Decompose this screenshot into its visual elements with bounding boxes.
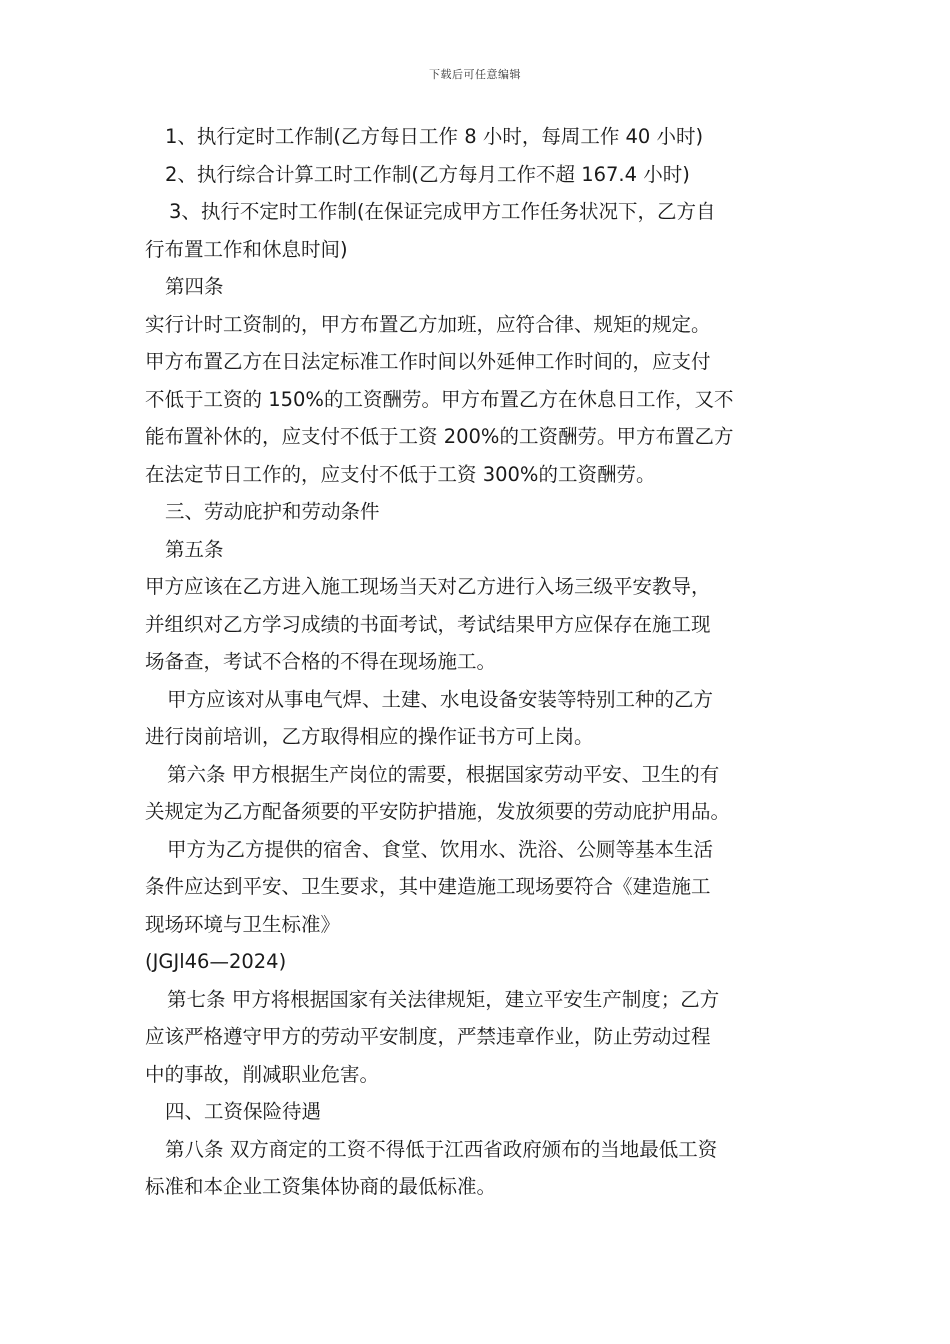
text-line: 第四条	[165, 275, 224, 298]
text-line: 第六条 甲方根据生产岗位的需要，根据国家劳动平安、卫生的有	[167, 762, 720, 786]
text-line: 第七条 甲方将根据国家有关法律规矩，建立平安生产制度；乙方	[167, 987, 720, 1011]
text-line: 应该严格遵守甲方的劳动平安制度，严禁违章作业，防止劳动过程	[145, 1025, 711, 1048]
text-line: 2、执行综合计算工时工作制(乙方每月工作不超 167.4 小时)	[165, 162, 690, 186]
text-line: 条件应达到平安、卫生要求，其中建造施工现场要符合《建造施工	[145, 875, 711, 898]
document-body	[145, 118, 810, 1206]
text-line: 能布置补休的，应支付不低于工资 200%的工资酬劳。甲方布置乙方	[145, 425, 734, 448]
text-line: 甲方应该对从事电气焊、土建、水电设备安装等特别工种的乙方	[167, 687, 714, 711]
text-line: 行布置工作和休息时间)	[145, 237, 348, 261]
text-line: 中的事故，削减职业危害。	[145, 1062, 380, 1086]
text-line: 并组织对乙方学习成绩的书面考试，考试结果甲方应保存在施工现	[145, 612, 711, 636]
text-line: 第五条	[165, 537, 224, 561]
text-line: 3、执行不定时工作制(在保证完成甲方工作任务状况下，乙方自	[169, 200, 716, 223]
text-line: 第八条 双方商定的工资不得低于江西省政府颁布的当地最低工资	[165, 1137, 718, 1161]
text-line: 甲方应该在乙方进入施工现场当天对乙方进行入场三级平安教导，	[145, 575, 711, 598]
text-line: (JGJl46—2024)	[145, 950, 287, 973]
text-line: 在法定节日工作的，应支付不低于工资 300%的工资酬劳。	[145, 462, 656, 486]
text-line: 甲方布置乙方在日法定标准工作时间以外延伸工作时间的，应支付	[145, 350, 711, 373]
header-note: 下载后可任意编辑	[429, 68, 521, 81]
text-line: 1、执行定时工作制(乙方每日工作 8 小时，每周工作 40 小时)	[165, 125, 704, 148]
text-line: 关规定为乙方配备须要的平安防护措施，发放须要的劳动庇护用品。	[145, 800, 731, 823]
text-line: 不低于工资的 150%的工资酬劳。甲方布置乙方在休息日工作，又不	[145, 387, 734, 411]
text-line: 四、工资保险待遇	[165, 1100, 322, 1123]
text-line: 标准和本企业工资集体协商的最低标准。	[145, 1175, 497, 1198]
text-line: 实行计时工资制的，甲方布置乙方加班，应符合律、规矩的规定。	[145, 312, 711, 336]
text-line: 进行岗前培训，乙方取得相应的操作证书方可上岗。	[145, 725, 594, 748]
text-line: 三、劳动庇护和劳动条件	[165, 500, 380, 523]
text-line: 甲方为乙方提供的宿舍、食堂、饮用水、洗浴、公厕等基本生活	[167, 837, 714, 861]
text-line: 现场环境与卫生标准》	[145, 912, 341, 936]
text-line: 场备查，考试不合格的不得在现场施工。	[145, 650, 497, 673]
